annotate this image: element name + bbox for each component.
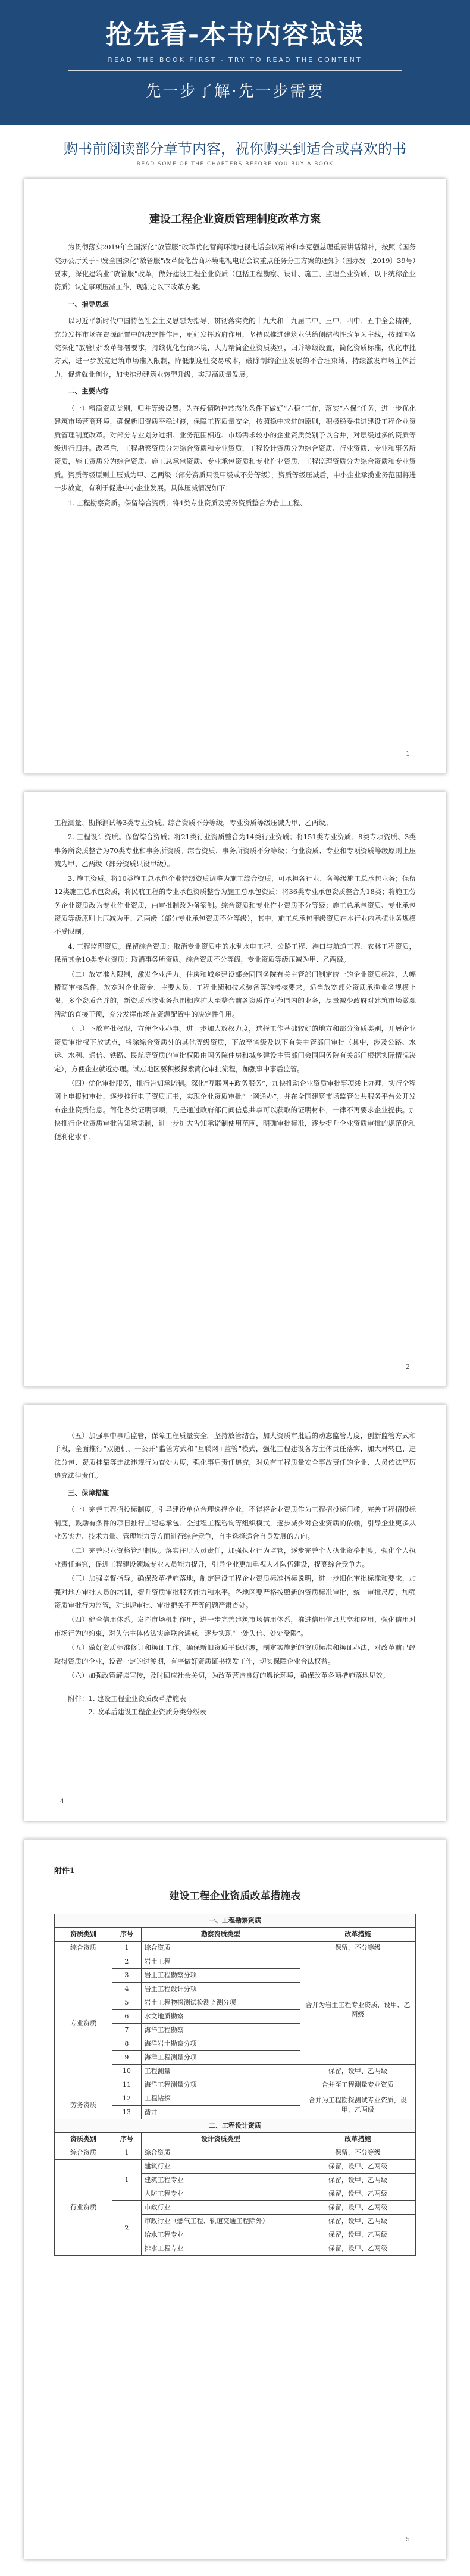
column-header: 资质类别 (55, 1928, 112, 1942)
table-cell: 6 (112, 2010, 142, 2024)
paragraph: （五）加强事中事后监管，保障工程质量安全。坚持放管结合，加大资质审批后的动态监管力度，创新监管方式和手段，全面推行“双随机、一公开”监管方式和“互联网+监管”模式，强化工程建设各方主体责任落实，加大对转包、违法分包、资质挂靠等违法违规行为查处力度，强化事后责任追究，对负有工程质量安全事故责任的企业、人员依法严厉追究法律责任。 (54, 1431, 416, 1480)
table-cell: 保留，设甲、乙两级 (300, 2242, 415, 2255)
table-cell: 海洋岩土勘察分项 (141, 2037, 300, 2050)
section-heading: 二、主要内容 (68, 387, 109, 396)
table-title: 建设工程企业资质改革措施表 (169, 1890, 301, 1903)
paragraph: （五）做好资质标准修订和换证工作。确保新旧资质平稳过渡，制定实施新的资质标准和换证办法，对改革前已经取得资质的企业，设置一定的过渡期，有序做好资质证书换发工作，切实保障企业合法权益。 (54, 1643, 416, 1665)
table-cell: 2 (112, 2201, 142, 2256)
table-cell: 保留，设甲、乙两级 (300, 2174, 415, 2187)
table-cell: 给水工程专业 (141, 2228, 300, 2242)
table-cell: 岩土工程设计分项 (141, 1983, 300, 1996)
table-cell: 保留，不分等级 (300, 1942, 415, 1955)
document-page-3 (24, 1405, 446, 1821)
table-section-heading: 一、工程勘察资质 (55, 1914, 416, 1928)
column-header: 改革措施 (300, 2133, 415, 2146)
paragraph: （三）加强监督指导。确保改革措施落地，制定建设工程企业资质标准指标说明，进一步细化审批标准和要求，加强对地方审批人员的培训，提升资质审批服务能力和水平。各地区要严格按照新的资质标准审批，统一审批尺度，加强资质审批行为监管，对违规审批、审批把关不严等问题严肃查处。 (54, 1574, 416, 1610)
table-cell: 凿井 (141, 2105, 300, 2119)
table-cell: 综合资质 (141, 1942, 300, 1955)
table-row (55, 1955, 416, 1969)
table-cell: 岩土工程 (141, 1955, 300, 1969)
table-cell: 保留，设甲、乙两级 (300, 2201, 415, 2215)
column-header: 序号 (112, 1928, 142, 1942)
table-cell: 保留，设甲、乙两级 (300, 2228, 415, 2242)
table-cell: 13 (112, 2105, 142, 2119)
column-header: 勘察资质类型 (141, 1928, 300, 1942)
table-row (55, 2092, 416, 2105)
paragraph: 以习近平新时代中国特色社会主义思想为指导，贯彻落实党的十九大和十九届二中、三中、四中、五中全会精神，充分发挥市场在资源配置中的决定性作用，更好发挥政府作用，坚持以推进建筑业供给侧结构性改革为主线，按照国务院深化“放管服”改革部署要求，持续优化营商环境，大力精简企业资质类别，归并等级设置，简化资质标准，优化审批方式，进一步放宽建筑市场准入限制，降低制度性交易成本，破除制约企业发展的不合理束缚，持续激发市场主体活力，促进就业创业，加快推动建筑业转型升级，实现高质量发展。 (54, 317, 416, 379)
paragraph: 2. 工程设计资质。保留综合资质；将21类行业资质整合为14类行业资质；将151类专业资质、8类专项资质、3类事务所资质整合为70类专业和事务所资质。综合资质、事务所资质不分等级；行业资质、专业和专项资质等级原则上压减为甲、乙两级（部分资质只设甲级）。 (54, 833, 416, 868)
column-header: 改革措施 (300, 1928, 415, 1942)
section-heading: 三、保障措施 (68, 1488, 109, 1497)
paragraph: （二）完善职业资格管理制度。落实注册人员责任，加强执业行为监管，逐步完善个人执业资格制度，强化个人执业责任追究，促进工程建设领域专业人员能力提升，引导企业更加重视人才队伍建设，提高综合竞争力。 (54, 1546, 416, 1568)
paragraph: 4. 工程监理资质。保留综合资质；取消专业资质中的水利水电工程、公路工程、港口与航道工程、农林工程资质，保留其余10类专业资质；取消事务所资质。综合资质不分等级，专业资质等级压减为甲、乙两级。 (54, 942, 416, 964)
paragraph: （一）精简资质类别，归并等级设置。为在疫情防控常态化条件下做好“六稳”工作，落实“六保”任务，进一步优化建筑市场营商环境，确保新旧资质平稳过渡，保障工程质量安全，按照稳中求进的原则，积极稳妥推进建设工程企业资质管理制度改革。对部分专业划分过细、业务范围相近、市场需求较小的企业资质类别予以合并，对层级过多的资质等级进行归并。改革后，工程勘察资质分为综合资质和专业资质，工程设计资质分为综合资质、行业资质、专业和事务所资质，施工资质分为综合资质、施工总承包资质、专业承包资质和专业作业资质，工程监理资质分为综合资质和专业资质。资质等级原则上压减为甲、乙两级（部分资质只设甲级或不分等级），资质等级压减后，中小企业承揽业务范围将进一步放宽，有利于促进中小企业发展。具体压减情况如下： (54, 404, 416, 493)
table-cell: 保留，设甲、乙两级 (300, 2187, 415, 2201)
table-cell: 劳务资质 (55, 2092, 112, 2119)
table-row (55, 1942, 416, 1955)
table-cell: 3 (112, 1969, 142, 1983)
table-cell: 专业资质 (55, 1955, 112, 2092)
column-header: 序号 (112, 2133, 142, 2146)
banner-slogan: 先一步了解·先一步需要 (145, 83, 325, 101)
header-banner (0, 0, 470, 125)
table-cell: 7 (112, 2023, 142, 2037)
table-cell: 海洋工程测量分项 (141, 2050, 300, 2064)
table-cell: 合并至工程测量专业资质 (300, 2078, 415, 2092)
table-cell: 工程测量 (141, 2064, 300, 2078)
attachment-line: 附件：1. 建设工程企业资质改革措施表 (68, 1694, 186, 1703)
column-header: 设计资质类型 (141, 2133, 300, 2146)
reform-table (54, 1914, 416, 2255)
table-cell: 海洋工程勘察 (141, 2023, 300, 2037)
table-row (55, 2146, 416, 2160)
table-cell: 1 (112, 2160, 142, 2201)
table-row (55, 2160, 416, 2174)
table-cell: 岩土工程勘察分项 (141, 1969, 300, 1983)
banner-divider (68, 70, 402, 71)
subheader (0, 131, 470, 167)
table-cell: 12 (112, 2092, 142, 2105)
table-cell: 1 (112, 2146, 142, 2160)
document-title: 建设工程企业资质管理制度改革方案 (149, 213, 321, 226)
table-cell: 工程钻探 (141, 2092, 300, 2105)
paragraph: （一）完善工程招投标制度。引导建设单位合理选择企业，不得将企业资质作为工程招投标门槛。完善工程招投标制度，鼓励有条件的项目推行工程总承包、全过程工程咨询等组织模式，逐步减少对企业资质的依赖，引导企业更多从业务实力、技术力量、管理能力等方面进行综合竞争，自主选择适合自身发展的方向。 (54, 1505, 416, 1540)
page-number: 1 (406, 749, 410, 758)
table-cell: 保留，设甲、乙两级 (300, 2064, 415, 2078)
table-cell: 4 (112, 1983, 142, 1996)
table-cell: 10 (112, 2064, 142, 2078)
page-number: 4 (60, 1797, 64, 1805)
table-cell: 合并为岩土工程专业资质，设甲、乙两级 (300, 1955, 415, 2065)
table-cell: 水文地质勘察 (141, 2010, 300, 2024)
document-page-4 (24, 1839, 446, 2559)
table-cell: 9 (112, 2050, 142, 2064)
table-cell: 1 (112, 1942, 142, 1955)
column-header: 资质类别 (55, 2133, 112, 2146)
paragraph: （三）下放审批权限，方便企业办事。进一步加大放权力度，选择工作基础较好的地方和部分资质类别，开展企业资质审批权下放试点，将除综合资质外的其他等级资质，下放至省级及以下有关主管部门审批（其中，涉及公路、水运、水利、通信、铁路、民航等资质的审批权限由国务院住房和城乡建设主管部门会同国务院有关部门根据实际情况决定），方便企业就近办理。试点地区要积极探索简化审批流程，加强事中事后监管。 (54, 1024, 416, 1073)
table-cell: 岩土工程物探测试检测监测分项 (141, 1996, 300, 2010)
table-cell: 行业资质 (55, 2160, 112, 2256)
paragraph: 3. 施工资质。将10类施工总承包企业特级资质调整为施工综合资质，可承担各行业、各等级施工总承包业务；保留12类施工总承包资质，将民航工程的专业承包资质整合为施工总承包资质；将36类专业承包资质整合为18类；将施工劳务企业资质改为专业作业资质，由审批制改为备案制。综合资质和专业作业资质不分等级；施工总承包资质、专业承包资质等级原则上压减为甲、乙两级（部分专业承包资质不分等级），其中，施工总承包甲级资质在本行业内承揽业务规模不受限制。 (54, 874, 416, 936)
table-cell: 5 (112, 1996, 142, 2010)
page-number: 5 (406, 2535, 410, 2543)
table-cell: 合并为工程勘探测试专业资质，设甲、乙两级 (300, 2092, 415, 2119)
table-cell: 2 (112, 1955, 142, 1969)
table-cell: 保留，设甲、乙两级 (300, 2160, 415, 2174)
table-cell: 保留，不分等级 (300, 2146, 415, 2160)
paragraph: （二）放宽准入限制，激发企业活力。住房和城乡建设部会同国务院有关主管部门制定统一的企业资质标准，大幅精简审核条件，放宽对企业资金、主要人员、工程业绩和技术装备等的考核要求。适当放宽部分资质承揽业务规模上限，多个资质合并的，新资质承接业务范围相应扩大至整合前各资质许可范围内的业务，尽量减少政府对建筑市场微观活动的直接干预，充分发挥市场在资源配置中的决定性作用。 (54, 970, 416, 1018)
table-cell: 综合资质 (55, 2146, 112, 2160)
table-cell: 建筑工程专业 (141, 2174, 300, 2187)
paragraph: 1. 工程勘察资质。保留综合资质；将4类专业资质及劳务资质整合为岩土工程、 (68, 498, 307, 507)
table-cell: 市政行业（燃气工程、轨道交通工程除外） (141, 2215, 300, 2228)
table-cell: 建筑行业 (141, 2160, 300, 2174)
document-page-1 (24, 179, 446, 774)
table-cell: 11 (112, 2078, 142, 2092)
table-cell: 排水工程专业 (141, 2242, 300, 2255)
table-cell: 保留，设甲、乙两级 (300, 2215, 415, 2228)
paragraph: 工程测量、勘探测试等3类专业资质。综合资质不分等级，专业资质等级压减为甲、乙两级。 (54, 818, 333, 827)
banner-tagline: READ THE BOOK FIRST - TRY TO READ THE CONTENT (108, 56, 362, 64)
subheader-cn: 购书前阅读部分章节内容，祝你购买到适合或喜欢的书 (64, 140, 406, 157)
attachment-line: 2. 改革后建设工程企业资质分类分级表 (88, 1708, 207, 1717)
table-cell: 综合资质 (141, 2146, 300, 2160)
paragraph: （四）健全信用体系。发挥市场机制作用，进一步完善建筑市场信用体系，推进信用信息共享和应用，强化信用对市场行为的约束，对失信主体依法实施联合惩戒，逐步实现“一处失信、处处受限”。 (54, 1615, 416, 1637)
document-page-2 (24, 792, 446, 1387)
table-cell: 市政行业 (141, 2201, 300, 2215)
page-number: 2 (406, 1362, 410, 1371)
table-cell: 8 (112, 2037, 142, 2050)
subheader-en: READ SOME OF THE CHAPTERS BEFORE YOU BUY A BOOK (136, 161, 334, 167)
paragraph: 为贯彻落实2019年全国深化“放管服”改革优化营商环境电视电话会议精神和李克强总理重要讲话精神，按照《国务院办公厅关于印发全国深化“放管服”改革优化营商环境电视电话会议重点任务分工方案的通知》（国办发〔2019〕39号）要求，深化建筑业“放管服”改革，做好建设工程企业资质（包括工程勘察、设计、施工、监理企业资质，以下统称企业资质）认定事项压减工作，现制定以下改革方案。 (54, 243, 416, 292)
table-cell: 人防工程专业 (141, 2187, 300, 2201)
paragraph: （六）加强政策解读宣传，及时回应社会关切，为改革营造良好的舆论环境，确保改革各项措施落地见效。 (68, 1671, 390, 1680)
paragraph: （四）优化审批服务，推行告知承诺制。深化“互联网+政务服务”，加快推动企业资质审批事项线上办理，实行全程网上申报和审批，逐步推行电子资质证书，实现企业资质审批“一网通办”，并在全国建筑市场监管公共服务平台公开发布企业资质信息。简化各类证明事项，凡是通过政府部门间信息共享可以获取的证明材料，一律不再要求企业提供。加快推行企业资质审批告知承诺制，进一步扩大告知承诺制使用范围，明确审批标准，逐步提升企业资质审批的规范化和便利化水平。 (54, 1079, 416, 1141)
appendix-label: 附件1 (54, 1867, 76, 1875)
table-section-heading: 二、工程设计资质 (55, 2119, 416, 2133)
section-heading: 一、指导思想 (68, 299, 109, 308)
banner-title: 抢先看-本书内容试读 (105, 20, 365, 50)
table-cell: 海洋工程测量分项 (141, 2078, 300, 2092)
table-cell: 综合资质 (55, 1942, 112, 1955)
